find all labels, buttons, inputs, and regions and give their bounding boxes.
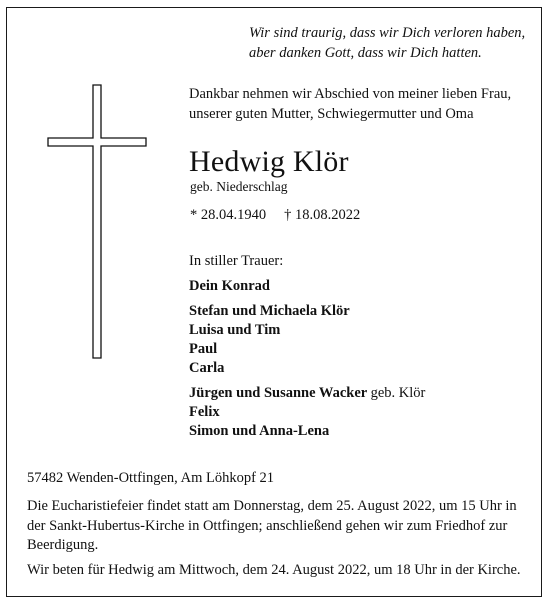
family-1-child-3: Carla (189, 360, 225, 376)
motto-line-2: aber danken Gott, dass wir Dich hatten. (249, 45, 482, 61)
family-address: 57482 Wenden-Ottfingen, Am Löhkopf 21 (27, 470, 275, 486)
death-date: † 18.08.2022 (284, 207, 361, 223)
family-2-couple-suffix: geb. Klör (370, 385, 426, 401)
mourner-family-2 (189, 384, 425, 441)
cross-icon (47, 84, 147, 359)
family-2-child-2: Simon und Anna-Lena (189, 423, 330, 439)
motto-quote (249, 23, 525, 63)
family-2-child-1: Felix (189, 404, 220, 420)
service-info (27, 497, 531, 580)
birth-date: * 28.04.1940 (190, 207, 267, 223)
spouse-name: Dein Konrad (189, 278, 270, 294)
mourner-spouse (189, 277, 425, 296)
family-2-couple: Jürgen und Susanne Wacker (189, 385, 367, 401)
mourners-label: In stiller Trauer: (189, 253, 284, 269)
maiden-name: geb. Niederschlag (190, 179, 288, 194)
family-2-couple-line (189, 384, 425, 403)
intro-line-2: unserer guten Mutter, Schwiegermutter und Oma (189, 106, 474, 122)
motto-line-1: Wir sind traurig, dass wir Dich verloren haben, (249, 25, 526, 41)
mourner-family-1 (189, 302, 425, 378)
family-1-couple: Stefan und Michaela Klör (189, 303, 350, 319)
intro-line-1: Dankbar nehmen wir Abschied von meiner lieben Frau, (189, 86, 512, 102)
family-1-child-1: Luisa und Tim (189, 322, 281, 338)
intro-text (189, 84, 511, 124)
prayer-service-text: Wir beten für Hedwig am Mittwoch, dem 24. August 2022, um 18 Uhr in der Kirche. (27, 561, 521, 578)
life-dates (190, 205, 360, 225)
mourners-list (189, 252, 425, 441)
family-1-child-2: Paul (189, 341, 218, 357)
deceased-name: Hedwig Klör (189, 145, 349, 178)
funeral-service-text: Die Eucharistiefeier findet statt am Donnerstag, dem 25. August 2022, um 15 Uhr in der Sankt-Hubertus-Kirche in Ottfingen; anschließend gehen wir zum Friedhof zur Beerdigung. (27, 498, 517, 553)
